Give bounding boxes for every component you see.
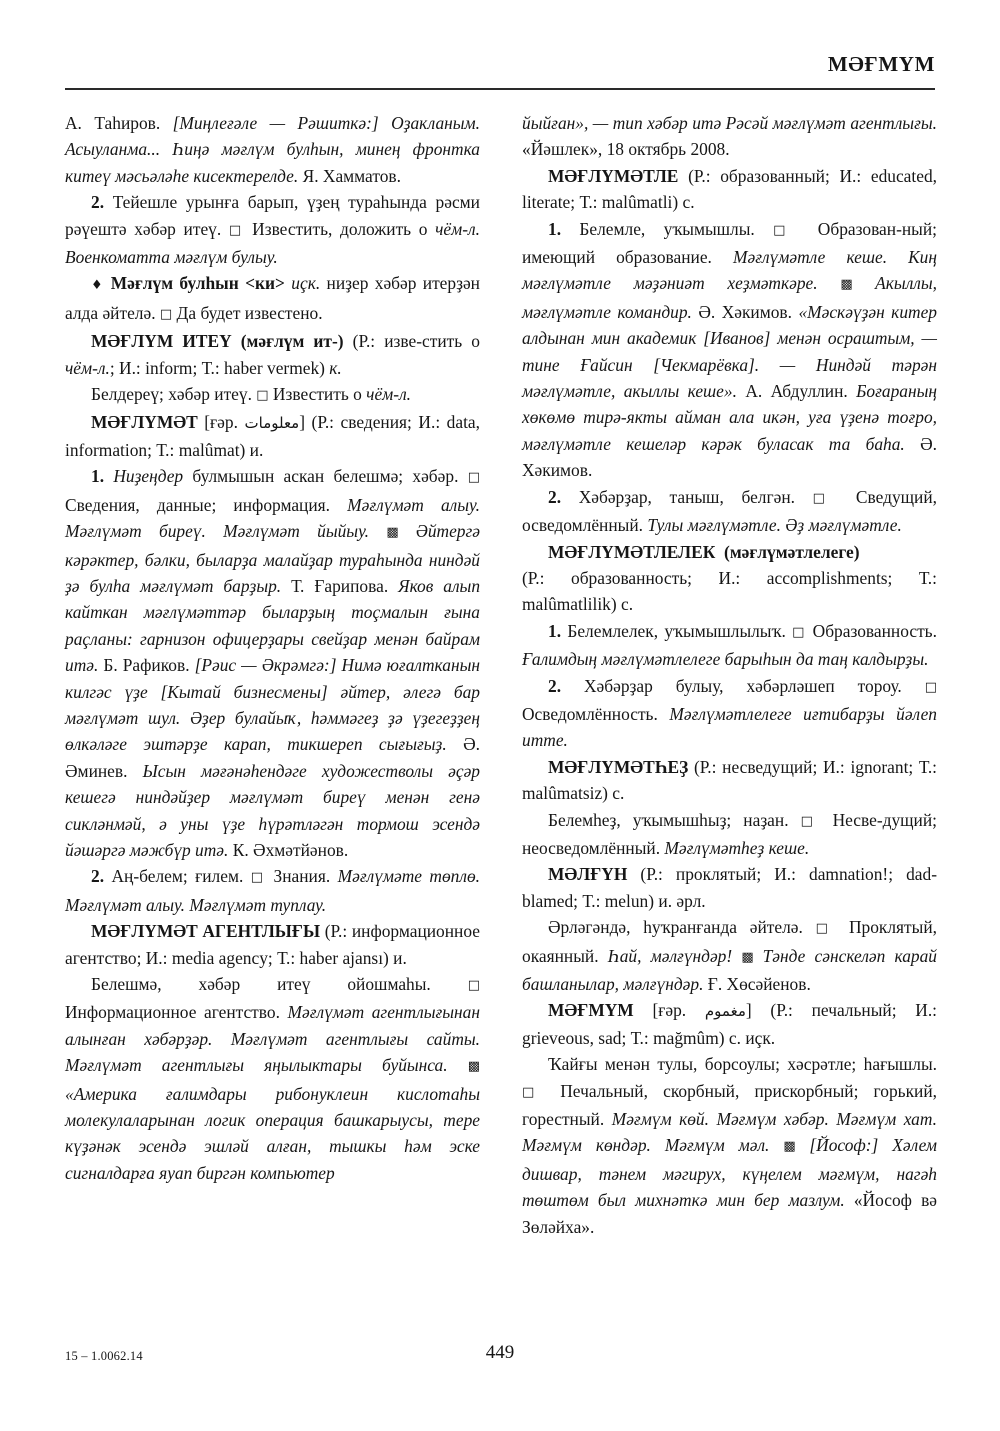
usage-example: Мәғлүмәтлелеге иғтибарҙы йәлеп итте. (522, 703, 937, 751)
entry-paragraph (65, 189, 480, 270)
left-column (65, 110, 480, 1295)
signature-mark: 15 – 1.0062.14 (65, 1349, 143, 1363)
entry-paragraph (65, 971, 480, 1186)
entry-headword-block (522, 861, 937, 914)
citation-example: Тәнде сәнскеләп карай башланылар, мәлғүндәр. (522, 945, 937, 994)
open-square-icon: □ (250, 870, 267, 886)
citation-author: Ғ. Хөсәйенов. (707, 974, 811, 994)
citation-example: [Рәис — Әкрәмгә:] Нимә юғалтканын килгәс үҙе [Кытай бизнесмены] әйтер, әлегә бар мәғлүмәт шул. Әҙер булайыҡ, һәммәгеҙ ҙә үҙегеҙҙең өлкәләге эштәрҙе карап, тикшереп сығығыҙ. (65, 655, 480, 755)
sense-definition: Әрләгәндә, һуҡранғанда әйтелә. (548, 917, 816, 938)
sense-number: 2. (548, 675, 584, 696)
entry-paragraph (522, 618, 937, 673)
entry-headword-block (65, 328, 480, 381)
part-of-speech: к. (329, 357, 342, 378)
sense-definition: Ҡайғы менән тулы, борсоулы; хәсрәтле; һағышлы. (548, 1054, 937, 1075)
citation-example: [Миңлеғәле — Рәшиткә:] Оҙакланым. Асыуланма... Һиңә мәғлүм булһын, минең фронтка китеү мәсьәләһе кисектерелде. (65, 113, 480, 186)
entry-paragraph (522, 673, 937, 754)
russian-gloss: Сведения, данные; информация. (65, 494, 348, 515)
usage-example: Мәғлүмәтле кеше. Киң мәғлүмәтле мәҙәниәт хеҙмәткәре. (522, 247, 937, 294)
open-square-icon: □ (467, 470, 480, 486)
filled-square-icon: ▩ (386, 525, 416, 541)
sense-definition: Хәбәрҙар булыу, хәбәрләшеп тороу. (583, 675, 925, 696)
entry-gloss: (Р.: изве-стить о (352, 331, 480, 352)
russian-gloss: Печальный, скорбный, прискорбный; горький, горестный. (522, 1080, 937, 1130)
entry-headword: МӘҒЛҮМӘТҺЕҘ (548, 756, 689, 777)
sense-definition: Белемле, уҡымышлы. (579, 218, 774, 239)
usage-example: Мәғмүм көй. Мәғмүм хәбәр. Мәғмүм хат. Мәғмүм көндәр. Мәғмүм мәл. (522, 1109, 937, 1156)
open-square-icon: □ (467, 978, 480, 993)
etymology-arabic: مغموم (704, 1002, 746, 1021)
citation-example: Әйтергә кәрәктер, бәлки, быларҙа малайҙар тураһында ниндәй ҙә булһа мәғлүмәт барҙыр. (65, 521, 481, 596)
russian-gloss: Несве-дущий; неосведомлённый. (522, 809, 937, 858)
entry-inflection: (мәғлүмәтлелеге) (724, 541, 860, 562)
sense-definition: Хәбәрҙар, таныш, белгән. (578, 486, 813, 507)
sense-definition: Аң-белем; ғилем. (111, 866, 251, 887)
open-square-icon: □ (812, 490, 839, 506)
entry-paragraph (65, 110, 480, 189)
entry-headword: МӘҒЛҮМӘТ (91, 412, 198, 433)
citation-example: йыйған», — тип хәбәр итә Рәсәй мәғлүмәт агентлығы. (522, 113, 937, 133)
citation-example: «Америка ғалимдары рибонуклеин кислотаһы молекулаларынан логик операция башкарыусы, тере күҙәнәк эсендә эшләй алған, тышкы һәм эске сигналдарға яуап биргән компьютер (65, 1083, 480, 1183)
running-head: МӘҒМҮМ (827, 52, 935, 76)
sense-definition: Белдереү; хәбәр итеү. (91, 384, 257, 405)
citation-example: «Мәскәүҙән китер алдынан мин академик [Иванов] менән осраштым, — тине Ғайсин [Чекмарёвка]. — Ниндәй тәрән мәғлүмәтле, акыллы кеше». (522, 301, 937, 402)
usage-example: Мәғлүмәтһеҙ кеше. (664, 837, 810, 858)
citation-example: Яков алып кайткан мәғлүмәттәр быларҙың тоçмалын ғына раçланы: гарнизон офицерҙары свейҙар менән байрам итә. (65, 575, 481, 676)
open-square-icon: □ (792, 624, 807, 640)
filled-square-icon: ▩ (467, 1059, 480, 1075)
entry-headword-block: МӘҒМҮМ [ғәр. مغموم] (Р.: печальный; И.: grieveous, sad; Т.: mağmûm) с. иçк. (522, 1000, 938, 1048)
entry-gloss: (Р.: образованность; И.: accomplishments; Т.: malûmatlilik) с. (522, 567, 937, 615)
entry-paragraph (522, 1051, 937, 1240)
citation-author: Ә. Әминев. (65, 734, 480, 781)
russian-gloss: Информационное агентство. (65, 1002, 288, 1023)
sense-definition: Тейешле урынға барып, үҙең тураһында рәсми рәүештә хәбәр итеү. (65, 192, 480, 239)
sense-number: 1. (548, 218, 580, 239)
usage-example: Һай, мәлғүндәр! (607, 945, 742, 966)
entry-gloss: (Р.: несведущий; И.: ignorant; Т.: malûmatsiz) с. (522, 756, 937, 804)
entry-headword: МӘЛҒҮН (548, 864, 628, 885)
russian-gloss: Образован-ный; имеющий образование. (522, 218, 937, 268)
usage-example: чём-л. Военкоматта мәғлүм булыу. (65, 218, 480, 268)
entry-headword-block (522, 754, 937, 807)
entry-paragraph (522, 484, 937, 539)
citation-author: Б. Рафиков. (103, 655, 195, 676)
filled-square-icon: ▩ (741, 949, 763, 965)
filled-square-icon: ▩ (783, 1139, 810, 1155)
usage-example: Тулы мәғлүмәтле. Әҙ мәғлүмәтле. (647, 515, 902, 536)
sense-definition: Белешмә, хәбәр итеү ойошмаһы. (91, 974, 468, 994)
entry-headword: МӘҒЛҮМӘТЛЕЛЕК (548, 541, 716, 562)
sense-number: 1. (91, 466, 114, 487)
entry-headword-block: МӘҒЛҮМӘТ [ғәр. معلومات] (Р.: сведения; И.: data, information; Т.: malûmat) и. (65, 412, 480, 460)
sense-number: 2. (548, 486, 579, 507)
entry-gloss-rest: ; И.: inform; Т.: haber vermek) (109, 357, 330, 378)
entry-paragraph (522, 110, 937, 163)
citation-author: А. Абдуллин. (745, 381, 857, 402)
etymology-arabic: معلومات (244, 414, 300, 433)
open-square-icon: □ (800, 813, 821, 829)
usage-example: Мәғлүмәт агентлығынан алынған хәбәрҙәр. Мәғлүмәт агентлығы сайты. Мәғлүмәт агентлығы яңылыктары буйынса. (65, 1002, 480, 1076)
entry-gloss-italic: чём-л. (65, 357, 110, 378)
open-square-icon: □ (815, 921, 837, 937)
open-square-icon: □ (522, 1084, 546, 1100)
citation-example: Ысын мәғәнәһендәге художестволы әçәр кешегә ниндәйҙер мәғлүмәт биреү менән генә сикләнмәй, ә уны үҙе һүрәтләгән тормош эсендә йәшәргә мәжбүр итә. (65, 760, 481, 860)
open-square-icon: □ (773, 222, 800, 238)
entry-headword: МӘҒМҮМ (548, 1000, 634, 1021)
russian-gloss: Образованность. (806, 620, 937, 641)
entry-headword-block (65, 918, 480, 971)
entry-headword: МӘҒЛҮМ ИТЕҮ (91, 331, 241, 352)
entry-gloss: (Р.: информационное агентство; И.: media agency; Т.: haber ajansı) и. (65, 921, 480, 968)
entry-paragraph (522, 807, 937, 862)
open-square-icon: □ (924, 679, 937, 695)
russian-gloss: Да будет известено. (172, 302, 323, 323)
citation-author: Т. Ғарипова. (291, 575, 399, 596)
entry-headword-block (522, 163, 937, 216)
page-number: 449 (485, 1342, 515, 1363)
sense-definition-italic: Ниҙеңдер (113, 466, 193, 487)
usage-example: Мәғлүмәте төплө. Мәғлүмәт алыу. Мәғлүмәт туплау. (65, 866, 480, 915)
entry-paragraph (65, 381, 480, 409)
entry-headword-block (522, 539, 937, 618)
citation-author: К. Әхмәтйәнов. (232, 839, 349, 860)
entry-paragraph (522, 914, 937, 997)
citation-example: [Йософ:] Хәлем дишвар, тәнем мәгируx, күңелем мәғмүм, нагәһ төштөм был михнәткә мин бер мазлум. (522, 1135, 937, 1211)
entry-paragraph-phraseme (65, 270, 480, 328)
filled-square-icon: ▩ (840, 277, 876, 293)
open-square-icon: □ (228, 222, 245, 238)
usage-example: Мәғлүмәт алыу. Мәғлүмәт биреү. Мәғлүмәт йыйыу. (65, 494, 480, 542)
entry-headword: МӘҒЛҮМӘТ АГЕНТЛЫҒЫ (91, 921, 321, 942)
header-rule (65, 88, 935, 90)
citation-source: «Йәшлек», 18 октябрь 2008. (522, 139, 730, 160)
citation-source: «Йософ вә Зөләйха». (522, 1190, 938, 1237)
entry-gloss: (Р.: сведения; И.: data, information; Т.: malûmat) и. (65, 412, 480, 460)
russian-gloss: Сведущий, осведомлённый. (522, 486, 937, 536)
russian-gloss: Осведомлённость. (522, 703, 670, 724)
entry-paragraph (65, 463, 480, 863)
open-square-icon: □ (159, 306, 173, 322)
sense-number: 2. (91, 866, 112, 887)
citation-author: Ә. Хәкимов. (698, 301, 799, 322)
citation-author: А. Таһиров. (65, 113, 173, 133)
entry-gloss: (Р.: печальный; И.: grieveous, sad; Т.: mağmûm) с. иçк. (522, 1000, 938, 1048)
etymology-label: ғәр. (658, 1000, 687, 1021)
sense-definition: Белемһеҙ, уҡымышһыҙ; наҙан. (548, 809, 801, 830)
etymology-label: ғәр. (210, 412, 238, 433)
usage-example: чём-л. (366, 384, 412, 405)
sense-number: 2. (91, 192, 113, 213)
entry-gloss: (Р.: проклятый; И.: damnation!; dad-blamed; Т.: melun) и. әрл. (522, 864, 937, 911)
citation-source: Я. Хамматов. (302, 165, 401, 186)
usage-label: иçк. (291, 273, 327, 294)
entry-inflection: (мәғлүм ит-) (240, 331, 353, 352)
citation-example: Акыллы, мәғлүмәтле командир. (522, 273, 937, 322)
phraseme-headword: Мәғлүм булһын <ки> (110, 273, 292, 294)
citation-example: Боғараның хөкөмө тирә-якты айман ала икән, уға үҙенә тоғро, мәғлүмәтле кешеләр кәрәк буласак та баһа. (522, 381, 937, 454)
two-column-body (65, 110, 937, 1295)
diamond-icon: ♦ (91, 278, 111, 294)
entry-paragraph (522, 216, 937, 484)
russian-gloss: Проклятый, окаянный. (522, 917, 937, 966)
entry-headword: МӘҒЛҮМӘТЛЕ (548, 165, 679, 186)
russian-gloss: Известить о (268, 384, 367, 405)
sense-definition: Белемлелек, уҡымышлылыҡ. (567, 620, 793, 641)
sense-number: 1. (548, 620, 568, 641)
right-column (522, 110, 937, 1295)
russian-gloss: Известить, доложить о (244, 218, 436, 239)
entry-gloss: (Р.: образованный; И.: educated, literate; Т.: malûmatli) с. (522, 165, 937, 213)
phraseme-definition: ниҙер хәбәр итерҙән алда әйтелә. (65, 273, 480, 323)
open-square-icon: □ (256, 388, 269, 404)
sense-definition: булмышын аскан белешмә; хәбәр. (192, 466, 468, 487)
usage-example: Ғалимдың мәғлүмәтлелеге барыһын да таң калдырҙы. (522, 649, 929, 670)
citation-author: Ә. Хәкимов. (522, 433, 937, 481)
entry-paragraph (65, 863, 480, 918)
russian-gloss: Знания. (266, 866, 338, 887)
